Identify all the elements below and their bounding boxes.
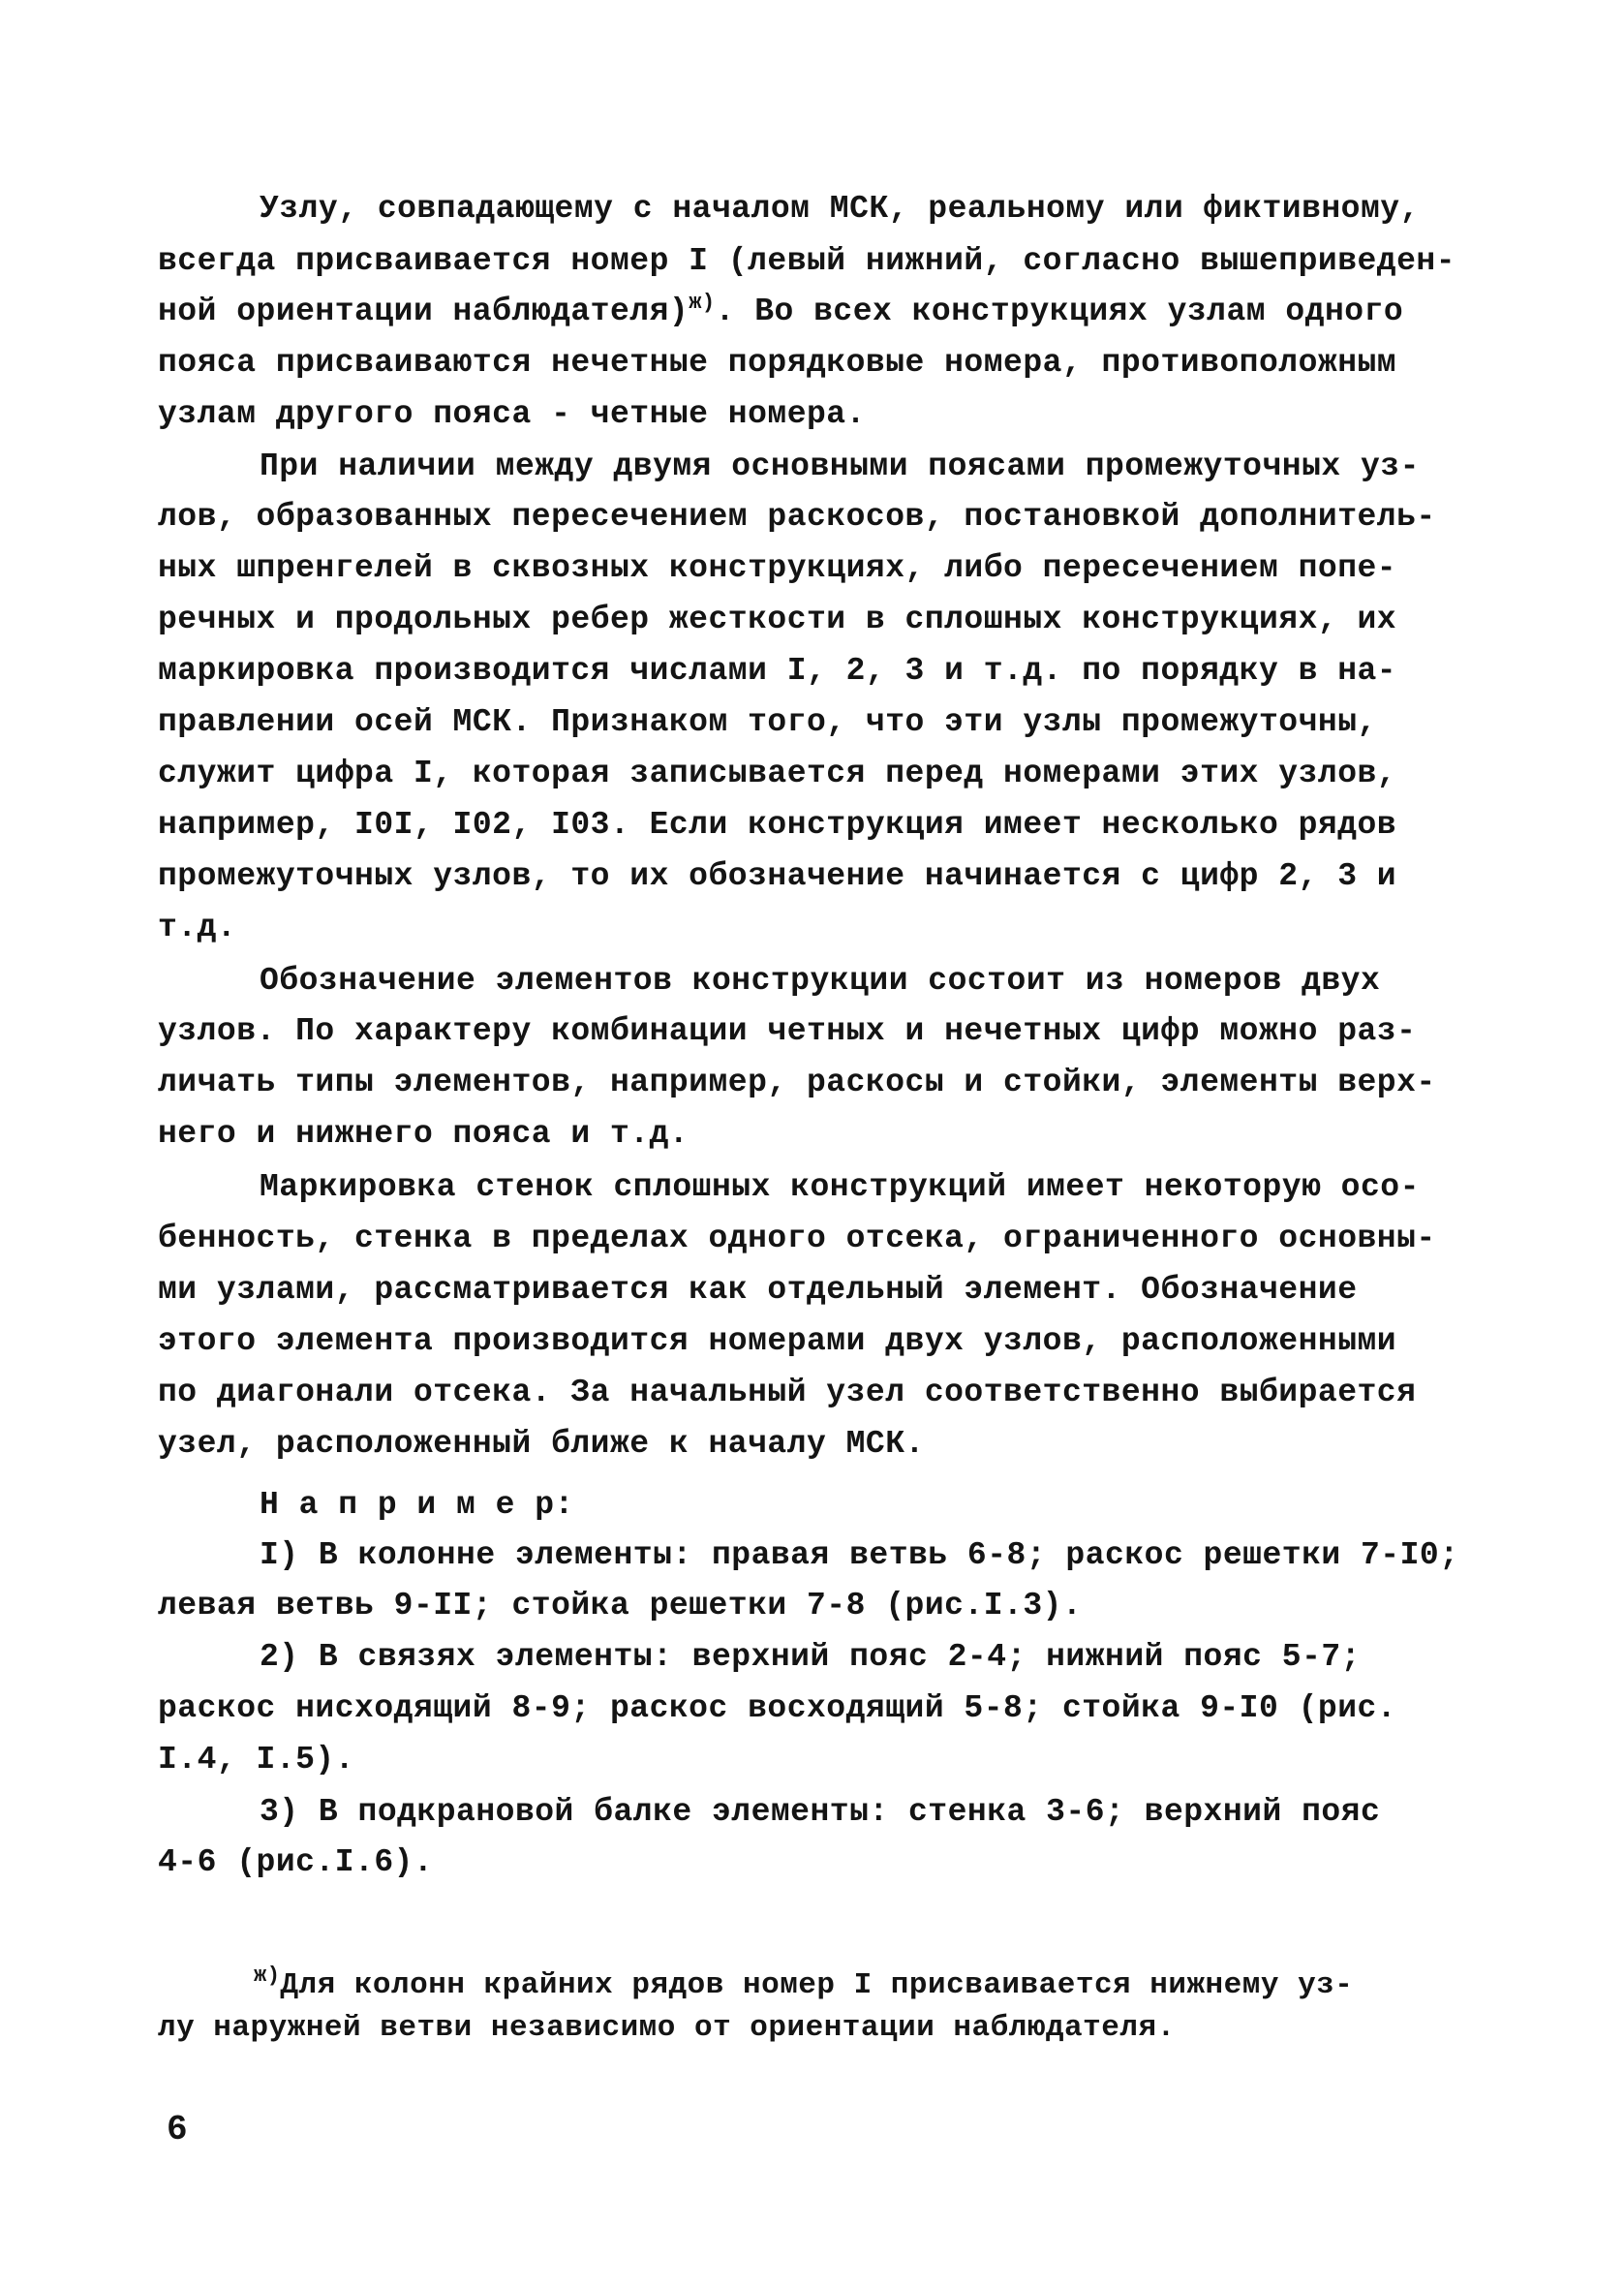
p1-line-2: всегда присваивается номер I (левый нижний, согласно вышеприведен- [158, 243, 1456, 279]
p3-line-4: него и нижнего пояса и т.д. [158, 1116, 689, 1152]
footnote-line-2: лу наружней ветви независимо от ориентации наблюдателя. [158, 2011, 1176, 2045]
p4-line-5: по диагонали отсека. За начальный узел соответственно выбирается [158, 1375, 1417, 1410]
p2-line-6: правлении осей МСК. Признаком того, что эти узлы промежуточны, [158, 704, 1377, 740]
p1-line-3a: ной ориентации наблюдателя) [158, 294, 689, 329]
example-3-line-2: 4-6 (рис.I.6). [158, 1844, 434, 1880]
p2-line-4: речных и продольных ребер жесткости в сплошных конструкциях, их [158, 602, 1397, 637]
p2-line-3: ных шпренгелей в сквозных конструкциях, либо пересечением попе- [158, 550, 1397, 586]
p3-line-3: личать типы элементов, например, раскосы и стойки, элементы верх- [158, 1065, 1436, 1100]
example-2-line-3: I.4, I.5). [158, 1742, 355, 1778]
p4-line-4: этого элемента производится номерами двух узлов, расположенными [158, 1323, 1397, 1359]
p3-line-1: Обозначение элементов конструкции состоит из номеров двух [260, 963, 1381, 999]
example-2-line-2: раскос нисходящий 8-9; раскос восходящий 5-8; стойка 9-I0 (рис. [158, 1690, 1397, 1726]
p2-line-5: маркировка производится числами I, 2, 3 и т.д. по порядку в на- [158, 653, 1397, 689]
p3-line-2: узлов. По характеру комбинации четных и нечетных цифр можно раз- [158, 1013, 1417, 1049]
examples-heading: Н а п р и м е р: [260, 1487, 574, 1523]
p2-line-1: При наличии между двумя основными поясами промежуточных уз- [260, 448, 1420, 484]
p1-line-4: пояса присваиваются нечетные порядковые номера, противоположным [158, 345, 1397, 381]
footnote-line-1 [254, 1963, 1354, 2003]
p2-line-10: т.д. [158, 910, 237, 945]
p2-line-2: лов, образованных пересечением раскосов, постановкой дополнитель- [158, 499, 1436, 535]
p1-line-5: узлам другого пояса - четные номера. [158, 396, 866, 432]
p2-line-7: служит цифра I, которая записывается перед номерами этих узлов, [158, 756, 1397, 791]
footnote-mark: ж) [254, 1963, 281, 1988]
p1-line-3b: . Во всех конструкциях узлам одного [715, 294, 1404, 329]
p2-line-8: например, I0I, I02, I03. Если конструкция имеет несколько рядов [158, 807, 1397, 843]
p1-line-1: Узлу, совпадающему с началом МСК, реальному или фиктивному, [260, 191, 1420, 227]
p2-line-9: промежуточных узлов, то их обозначение начинается с цифр 2, 3 и [158, 858, 1397, 894]
p4-line-3: ми узлами, рассматривается как отдельный элемент. Обозначение [158, 1272, 1358, 1308]
page-number: 6 [167, 2110, 188, 2149]
example-1-line-2: левая ветвь 9-II; стойка решетки 7-8 (рис.I.3). [158, 1588, 1083, 1623]
p1-line-3 [158, 293, 1403, 331]
example-1-line-1: I) В колонне элементы: правая ветвь 6-8; раскос решетки 7-I0; [260, 1537, 1459, 1573]
p4-line-1: Маркировка стенок сплошных конструкций имеет некоторую осо- [260, 1169, 1420, 1205]
example-2-line-1: 2) В связях элементы: верхний пояс 2-4; нижний пояс 5-7; [260, 1639, 1361, 1675]
p4-line-6: узел, расположенный ближе к началу МСК. [158, 1426, 925, 1462]
example-3-line-1: 3) В подкрановой балке элементы: стенка 3-6; верхний пояс [260, 1794, 1381, 1830]
footnote-reference: ж) [689, 291, 716, 315]
p4-line-2: бенность, стенка в пределах одного отсека, ограниченного основны- [158, 1221, 1436, 1256]
footnote-text-1: Для колонн крайних рядов номер I присваивается нижнему уз- [280, 1968, 1354, 2002]
